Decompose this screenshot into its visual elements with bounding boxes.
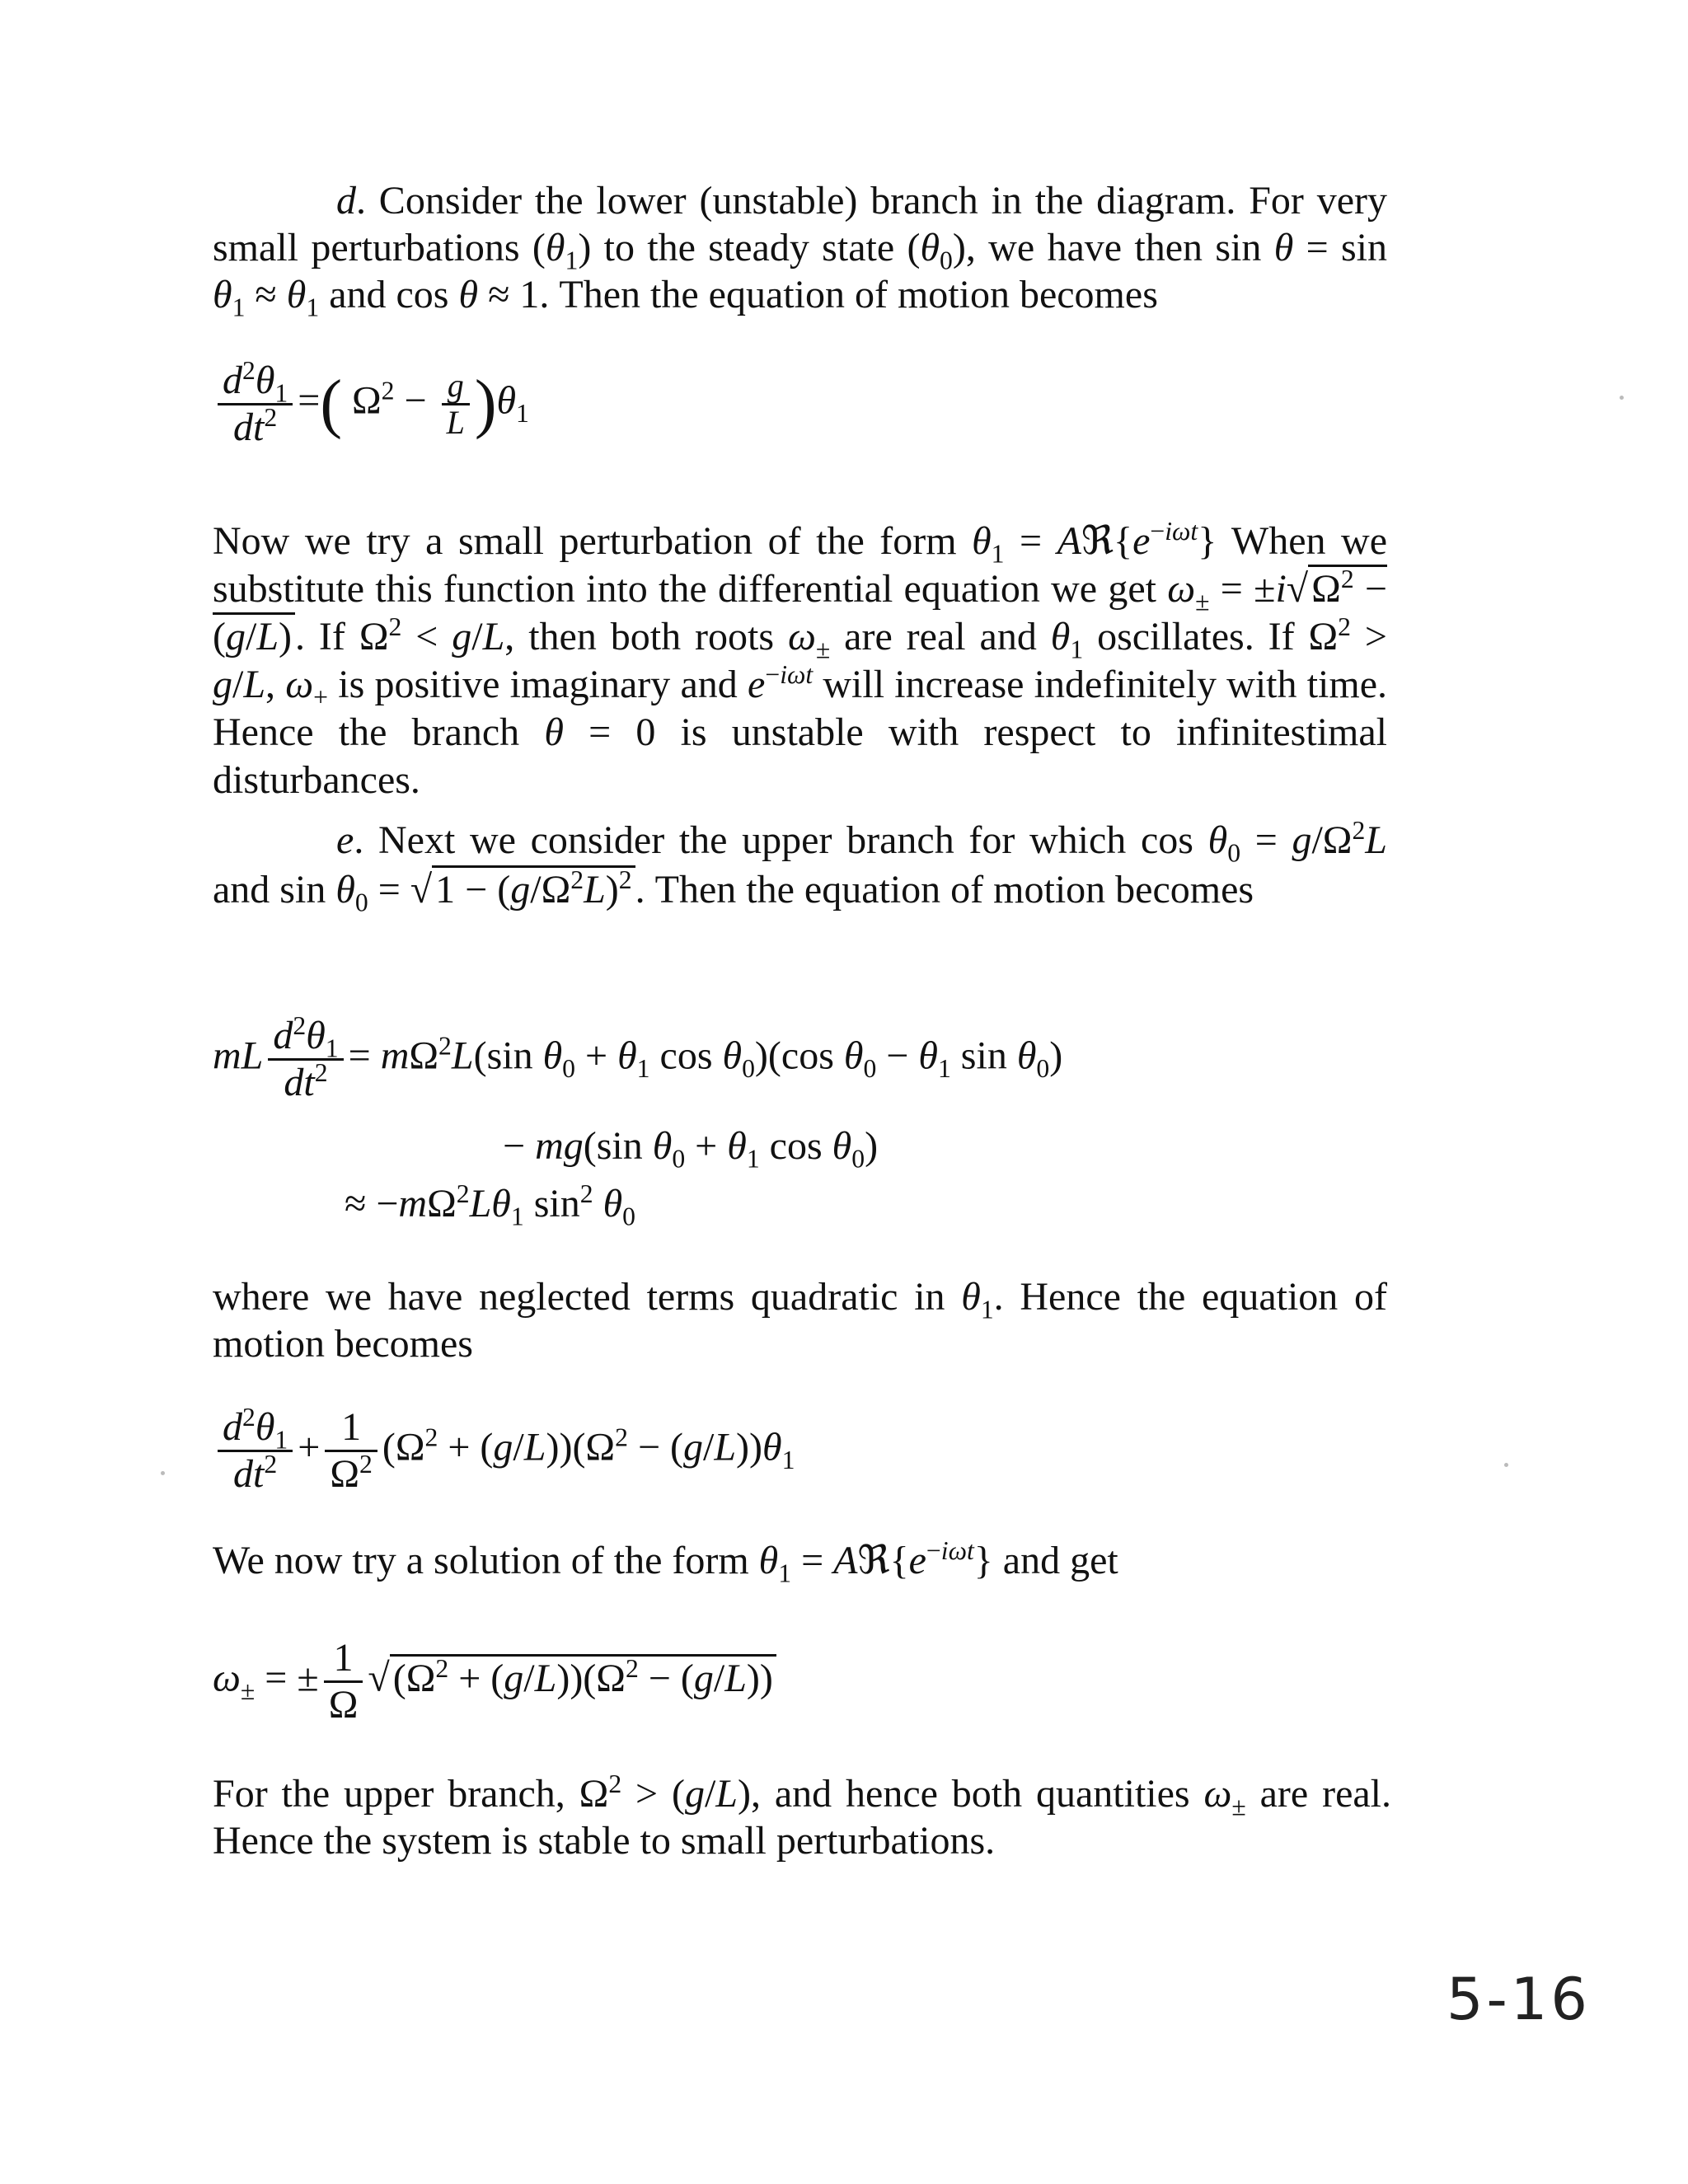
equation-1: $\frac{d^2\theta_1}{dt^2}$ =( $\Omega^2$ − $\frac{g}{L}$ )$\theta_1$: [213, 359, 529, 450]
paragraph-e: e. Next we consider the upper branch for which $\cos \theta_0 = g/\Omega^2L$ and $\sin \theta_0 = √1 - (g/\Omega^2L)^2$. Then the equation of motion becomes: [213, 816, 1387, 917]
equation-4: $\omega_\pm$ = ± $\frac{1}{\Omega}$ $√(\Omega^2 + (g/L))(\Omega^2 - (g/L))$: [213, 1636, 776, 1727]
equation-2-line-2: − mg(sin $\theta_0 + \theta_1$ $\cos \theta_0$): [503, 1124, 879, 1174]
paragraph-solution: We now try a solution of the form $\theta_1$ = $Aℜ\{e^{-i\omega t}\}$ and get: [213, 1536, 1118, 1588]
paragraph-neglected: where we have neglected terms quadratic in $\theta_1$. Hence the equation of motion becomes: [213, 1275, 1387, 1366]
scan-speck: [1504, 1463, 1508, 1467]
page-number: 5-16: [1447, 1966, 1591, 2033]
equation-2-line-1: mL $\frac{d^2\theta_1}{dt^2}$ = $m\Omega^2L(\sin$ $\theta_0 + \theta_1$ $\cos \theta_0)(\cos$ $\theta_0 - \theta_1$ $\sin \theta_0$): [213, 1011, 1063, 1104]
scan-speck: [1620, 396, 1624, 400]
paragraph-upper-branch: For the upper branch, $\Omega^2 > (g/L)$, and hence both quantities $\omega_\pm$ are real. Hence the system is stable to small perturbations.: [213, 1769, 1392, 1863]
paragraph-perturbation: Now we try a small perturbation of the form $\theta_1$ = $Aℜ\{e^{-i\omega t}\}$ When we substitute this function into the differential equation we get $\omega_\pm = \pm i√\Omega^2 - (g/L)$. If $\Omega^2 < g/L$, then both roots $\omega_\pm$ are real and $\theta_1$ oscillates. If $\Omega^2 > g/L$, $\omega_+$ is positive imaginary and $e^{-i\omega t}$ will increase indefinitely with time. Hence the branch θ = 0 is unstable with respect to infinitestimal disturbances.: [213, 517, 1388, 802]
paragraph-d: d. Consider the lower (unstable) branch in the diagram. For very small perturbations $(\theta_1)$ to the steady state $(\theta_0)$, we have then $\sin \theta = \sin \theta_1 \approx \theta_1$ and cos θ ≈ 1. Then the equation of motion becomes: [213, 179, 1388, 322]
equation-3: $\frac{d^2\theta_1}{dt^2}$ + $\frac{1}{\Omega^2}$ $(\Omega^2 + (g/L))(\Omega^2 - (g/L))\theta_1$: [213, 1405, 795, 1497]
scan-speck: [161, 1471, 165, 1475]
equation-2-line-3: ≈ $-m\Omega^2L\theta_1$ $\sin^2 \theta_0$: [345, 1179, 636, 1231]
